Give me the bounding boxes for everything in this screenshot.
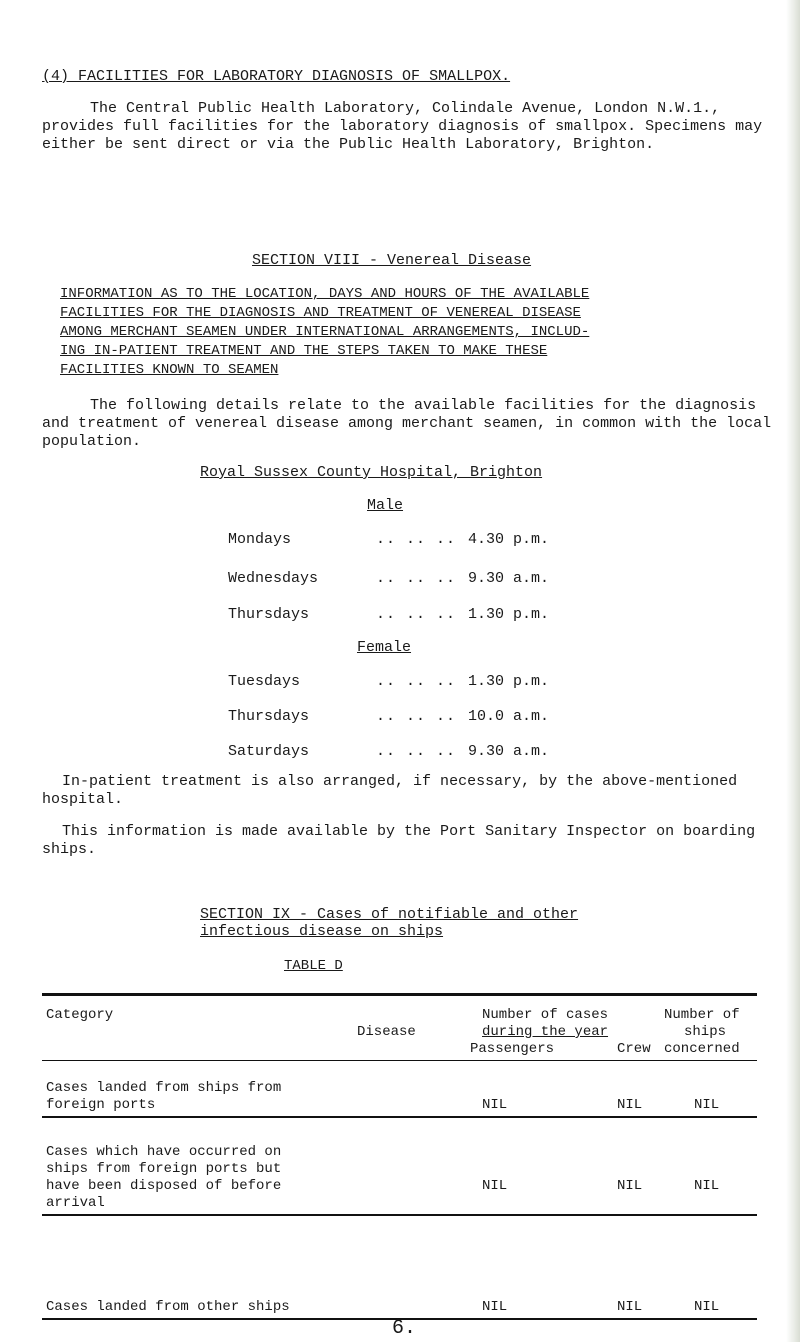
row-crew: NIL	[617, 1299, 643, 1315]
hospital-name: Royal Sussex County Hospital, Brighton	[200, 464, 543, 481]
header-passengers: Passengers	[470, 1041, 555, 1057]
male-time: 4.30 p.m.	[468, 531, 550, 548]
male-time: 1.30 p.m.	[468, 606, 550, 623]
male-label: Male	[367, 497, 404, 514]
inpatient-note: In-patient treatment is also arranged, if necessary, by the above-mentioned hospital.	[42, 773, 738, 808]
male-day: Wednesdays	[228, 570, 319, 587]
section8-intro: The following details relate to the available facilities for the diagnosis and treatment of venereal disease among merchant seamen, in common with the local population.	[42, 397, 772, 450]
header-category: Category	[46, 1007, 114, 1023]
row-ships: NIL	[694, 1178, 720, 1194]
schedule-dots: .. .. ..	[376, 673, 457, 690]
row-ships: NIL	[694, 1299, 720, 1315]
section4-heading: (4) FACILITIES FOR LABORATORY DIAGNOSIS OF SMALLPOX.	[42, 68, 511, 85]
section8-subheading-line-2: FACILITIES FOR THE DIAGNOSIS AND TREATMENT OF VENEREAL DISEASE	[60, 305, 581, 321]
female-label: Female	[357, 639, 412, 656]
row-ships: NIL	[694, 1097, 720, 1113]
female-day: Thursdays	[228, 708, 310, 725]
section8-heading: SECTION VIII - Venereal Disease	[252, 252, 532, 269]
availability-note: This information is made available by the Port Sanitary Inspector on boarding ships.	[42, 823, 756, 858]
section8-subheading-line-5: FACILITIES KNOWN TO SEAMEN	[60, 362, 279, 378]
schedule-dots: .. .. ..	[376, 606, 457, 623]
section8-subheading-line-3: AMONG MERCHANT SEAMEN UNDER INTERNATIONAL ARRANGEMENTS, INCLUD-	[60, 324, 590, 340]
header-number-line-1: Number of cases	[482, 1007, 609, 1023]
male-time: 9.30 a.m.	[468, 570, 550, 587]
section9-heading-line-1: SECTION IX - Cases of notifiable and other	[200, 906, 579, 923]
row-rule	[42, 1116, 757, 1118]
header-ships-line-2: ships	[684, 1024, 727, 1040]
section4-body: The Central Public Health Laboratory, Colindale Avenue, London N.W.1., provides full facilities for the laboratory diagnosis of smallpox. Specimens may either be sent direct or via the Public Health Laboratory, Brighton.	[42, 100, 763, 153]
row-category: have been disposed of before	[46, 1178, 282, 1194]
header-rule	[42, 1060, 757, 1061]
male-day: Mondays	[228, 531, 292, 548]
row-passengers: NIL	[482, 1299, 508, 1315]
section9-heading-line-2: infectious disease on ships	[200, 923, 444, 940]
female-day: Saturdays	[228, 743, 310, 760]
row-category: Cases which have occurred on	[46, 1144, 282, 1160]
row-crew: NIL	[617, 1178, 643, 1194]
female-time: 9.30 a.m.	[468, 743, 550, 760]
row-category: ships from foreign ports but	[46, 1161, 282, 1177]
section8-subheading-line-4: ING IN-PATIENT TREATMENT AND THE STEPS TAKEN TO MAKE THESE	[60, 343, 548, 359]
row-passengers: NIL	[482, 1178, 508, 1194]
page-edge-shadow	[786, 0, 800, 1342]
schedule-dots: .. .. ..	[376, 570, 457, 587]
schedule-dots: .. .. ..	[376, 708, 457, 725]
row-category: arrival	[46, 1195, 105, 1211]
male-day: Thursdays	[228, 606, 310, 623]
female-time: 10.0 a.m.	[468, 708, 550, 725]
row-crew: NIL	[617, 1097, 643, 1113]
female-time: 1.30 p.m.	[468, 673, 550, 690]
header-ships-line-1: Number of	[664, 1007, 740, 1023]
header-crew: Crew	[617, 1041, 651, 1057]
header-number-line-2: during the year	[482, 1024, 609, 1040]
page-number: 6.	[392, 1317, 417, 1340]
row-category: foreign ports	[46, 1097, 156, 1113]
schedule-dots: .. .. ..	[376, 743, 457, 760]
row-category: Cases landed from ships from	[46, 1080, 282, 1096]
table-label: TABLE D	[284, 958, 343, 974]
female-day: Tuesdays	[228, 673, 301, 690]
schedule-dots: .. .. ..	[376, 531, 457, 548]
row-passengers: NIL	[482, 1097, 508, 1113]
table-top-rule	[42, 993, 757, 996]
header-ships-line-3: concerned	[664, 1041, 740, 1057]
section8-subheading-line-1: INFORMATION AS TO THE LOCATION, DAYS AND HOURS OF THE AVAILABLE	[60, 286, 590, 302]
row-category: Cases landed from other ships	[46, 1299, 290, 1315]
header-disease: Disease	[357, 1024, 416, 1040]
row-rule	[42, 1214, 757, 1216]
